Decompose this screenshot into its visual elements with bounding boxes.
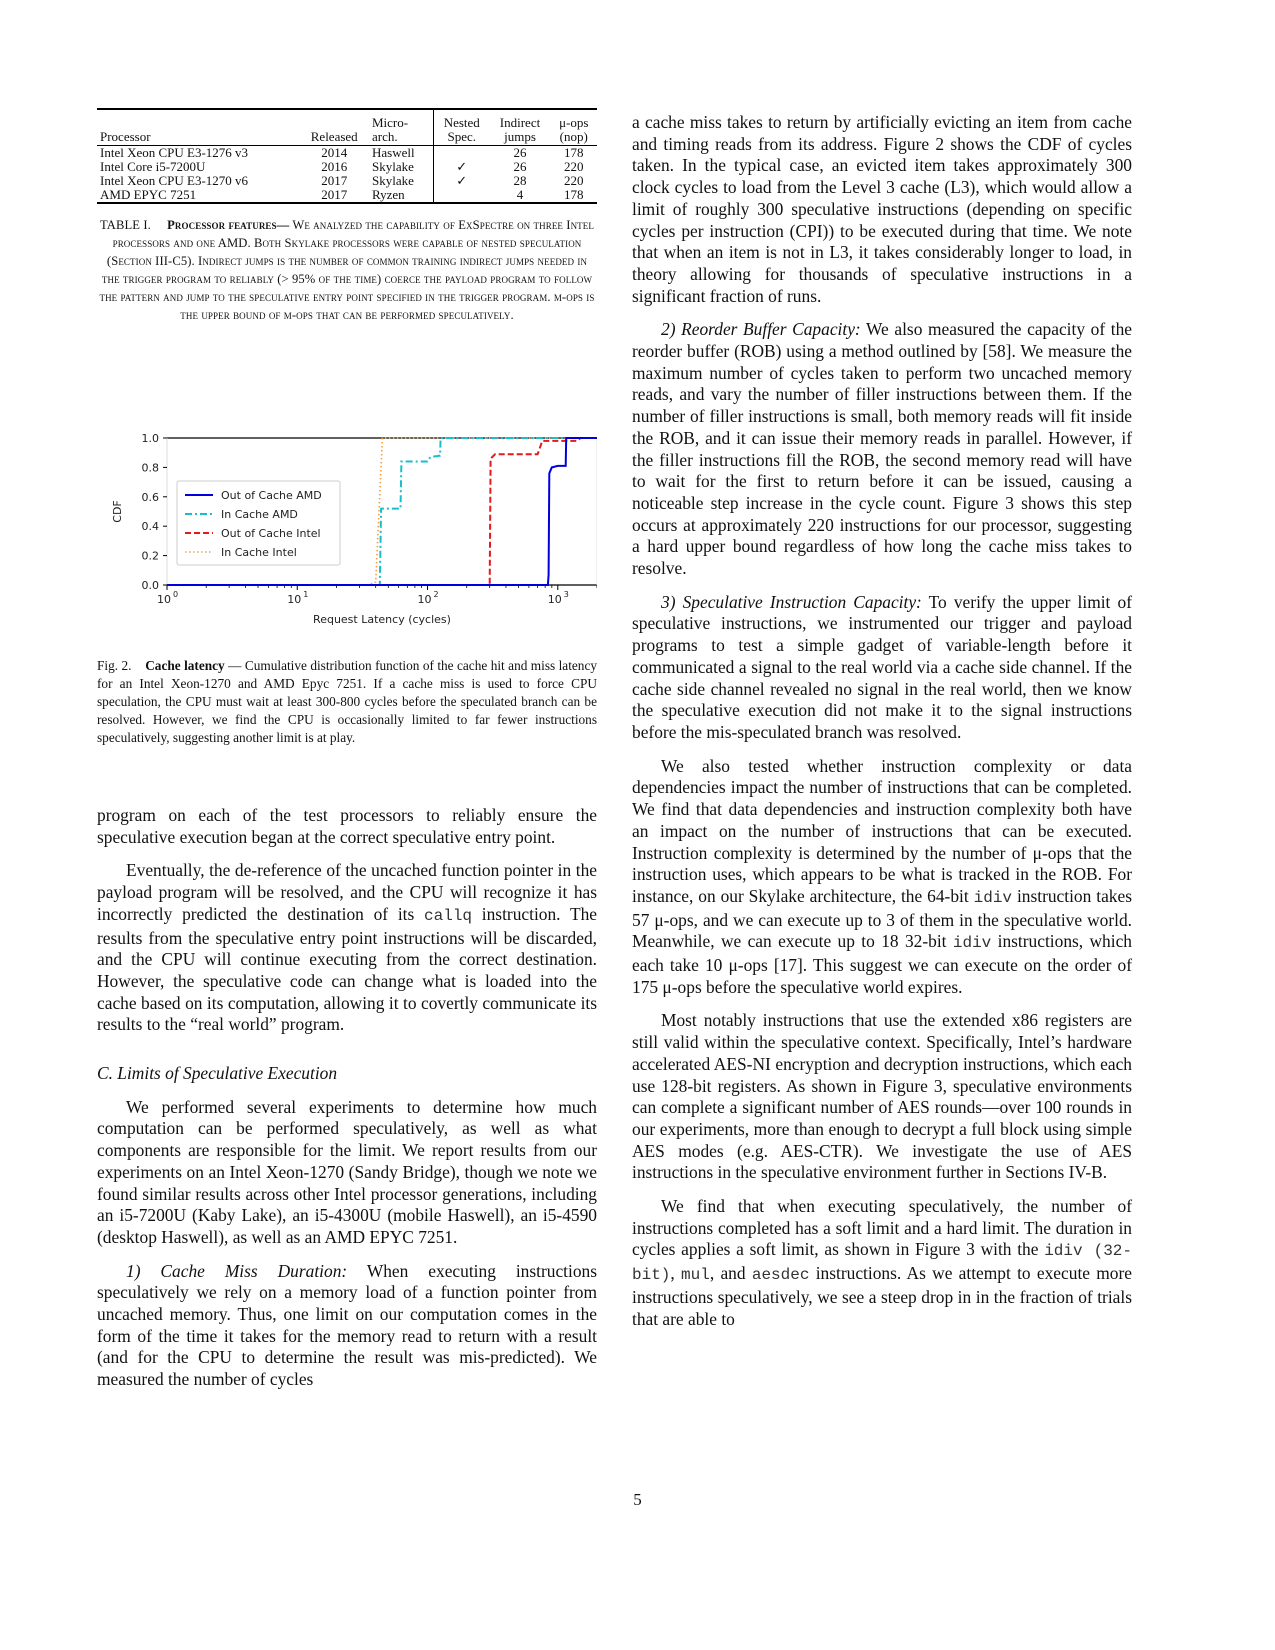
svg-text:0.4: 0.4 [141, 520, 159, 534]
th-processor: Processor [100, 129, 151, 144]
svg-text:10: 10 [547, 593, 562, 606]
paragraph: 3) Speculative Instruction Capacity: To verify the upper limit of speculative instructions, we instrumented our trigger and payload programs to test a simple gadget of variable-length before it communicated a signal to the real world via a cache side channel. If the cache side channel revealed no signal in the real world, then we know the speculative execution did not make it to the signal instructions before the mis-speculated branch was resolved. [632, 591, 1132, 742]
paragraph: We also tested whether instruction complexity or data dependencies impact the number of instructions that can be completed. We find that data dependencies and instruction complexity both have an impact on the number of instructions that can be executed. Instruction complexity is determined by the number of μ-ops that the instruction uses, which appears to be what is tracked in the ROB. For instance, on our Skylake architecture, the 64-bit idiv instruction takes 57 μ-ops, and we can execute up to 3 of them in the speculative world. Meanwhile, we can execute up to 18 32-bit idiv instructions, which each take 10 μ-ops [17]. This suggest we can execute on the order of 175 μ-ops before the speculative world expires. [632, 755, 1132, 997]
th-released: Released [310, 129, 358, 144]
svg-text:In Cache AMD: In Cache AMD [221, 508, 298, 521]
svg-text:1.0: 1.0 [141, 432, 159, 445]
table-row: AMD EPYC 7251 2017 Ryzen 4 178 [97, 188, 597, 203]
paragraph: We find that when executing speculatively, the number of instructions completed has a soft limit and a hard limit. The duration in cycles applies a soft limit, as shown in Figure 3 with the idiv (32-bit), mul, and aesdec instructions. As we attempt to execute more instructions speculatively, we see a steep drop in in the fraction of trials that are able to [632, 1196, 1133, 1329]
paragraph: 2) Reorder Buffer Capacity: We also measured the capacity of the reorder buffer (ROB) using a method outlined by [58]. We measure the maximum number of cycles taken to perform two uncached memory reads, and vary the number of filler instructions between them. If the number of filler instructions is small, both memory reads will fit inside the ROB, and it can issue their memory reads in parallel. However, if the filler instructions fill the ROB, the second memory read will have to wait for the first to return before it can be issued, causing a noticeable step increase in the cycle count. Figure 3 shows this step occurs at approximately 220 instructions for our processor, suggesting a hard upper bound regardless of how long the cache miss takes to resolve. [632, 319, 1132, 579]
paragraph: program on each of the test processors to reliably ensure the speculative execution began at the correct speculative entry point. [97, 805, 597, 847]
paragraph: 1) Cache Miss Duration: When executing instructions speculatively we rely on a memory load of a function pointer from uncached memory. Thus, one limit on our computation comes in the form of the time it takes for the memory read to return with a result (and for the CPU to determine the result was mis-predicted). We measured the number of cycles [97, 1260, 597, 1390]
svg-text:3: 3 [563, 590, 569, 599]
cdf-plot [97, 425, 597, 637]
svg-text:10: 10 [417, 593, 432, 606]
table-row: Intel Xeon CPU E3-1270 v6 2017 Skylake ✓ 28 220 [100, 173, 584, 188]
svg-text:Out of Cache Intel: Out of Cache Intel [221, 527, 321, 540]
th-jumps: Indirect jumps [499, 115, 541, 144]
svg-text:10: 10 [287, 593, 302, 606]
svg-text:In Cache Intel: In Cache Intel [221, 546, 297, 559]
th-nested: Nested Spec. [443, 115, 480, 144]
svg-text:CDF: CDF [111, 500, 124, 523]
paragraph: Eventually, the de-reference of the uncached function pointer in the payload program will be resolved, and the CPU will recognize it has incorrectly predicted the destination of its callq instruction. The results from the speculative entry point instructions will be discarded, and the CPU will continue executing from the correct destination. However, the speculative code can change what is loaded into the cache based on its computation, allowing it to covertly communicate its results to the “real world” program. [97, 860, 597, 1035]
paragraph: a cache miss takes to return by artificially evicting an item from cache and timing reads from its address. Figure 2 shows the CDF of cycles taken. In the typical case, an evicted item takes approximately 300 clock cycles to load from the Level 3 cache (L3), which would allow a limit of roughly 300 speculative instructions (depending on specific cycles per instruction (CPI)) to be executed during that time. We note that when an item is not in L3, it takes considerably longer to load, in theory allowing for thousands of speculative instructions in a significant fraction of runs. [632, 112, 1132, 306]
svg-text:0.8: 0.8 [141, 461, 159, 475]
svg-text:1: 1 [303, 590, 309, 599]
paragraph: Most notably instructions that use the extended x86 registers are still valid within the speculative context. Specifically, Intel’s hardware accelerated AES-NI encryption and decryption instructions, which each use 128-bit registers. As shown in Figure 3, speculative environments can complete a significant number of AES rounds—over 100 rounds in our experiments, more than enough to decrypt a full block using simple AES modes (e.g. AES-CTR). We investigate the use of AES instructions in the speculative environment further in Sections IV-B. [632, 1010, 1132, 1183]
paragraph: We performed several experiments to determine how much computation can be performed speculatively, as well as what components are responsible for the limit. We report results from our experiments on an Intel Xeon-1270 (Sandy Bridge), though we note we found similar results across other Intel processor generations, including an i5-7200U (Kaby Lake), an i5-4300U (mobile Haswell), an i5-4590 (desktop Haswell), as well as an AMD EPYC 7251. [97, 1096, 597, 1247]
table-row: Intel Xeon CPU E3-1276 v3 2014 Haswell 26 178 [97, 146, 597, 161]
left-column [97, 805, 597, 1391]
cache-latency-chart [97, 425, 597, 637]
svg-text:10: 10 [157, 593, 171, 606]
chart-legend [177, 481, 340, 565]
table-row: Intel Core i5-7200U 2016 Skylake ✓ 26 220 [100, 159, 584, 174]
svg-text:0.0: 0.0 [141, 579, 159, 592]
svg-text:2: 2 [433, 590, 439, 599]
th-uops: μ-ops (nop) [559, 115, 589, 144]
svg-text:0: 0 [173, 590, 179, 599]
th-microarch: Micro- arch. [369, 109, 434, 146]
svg-text:0.6: 0.6 [141, 490, 159, 504]
figure-caption: Fig. 2. Cache latency — Cumulative distribution function of the cache hit and miss latency for an Intel Xeon-1270 and AMD Epyc 7251. If a cache miss is used to force CPU speculation, the CPU must wait at least 300-800 cycles before the speculated branch can be resolved. However, we find the CPU is occasionally limited to far fewer instructions speculatively, suggesting another limit is at play. [97, 658, 598, 745]
svg-text:Request Latency (cycles): Request Latency (cycles) [313, 613, 451, 626]
section-heading: C. Limits of Speculative Execution [97, 1063, 338, 1084]
svg-text:0.2: 0.2 [141, 549, 159, 563]
right-column [632, 112, 1132, 1330]
table-caption: TABLE I. Processor features— We analyzed the capability of ExSpectre on three Intel processors and one AMD. Both Skylake processors were capable of nested speculation (Section III-C5). Indirect jumps is the number of common training indirect jumps needed in the trigger program to reliably (> 95% of the time) coerce the payload program to follow the pattern and jump to the speculative entry point specified in the trigger program. μ-ops is the upper bound of μ-ops that can be performed speculatively. [99, 218, 595, 323]
processor-table [97, 108, 597, 204]
page-number: 5 [633, 1490, 642, 1509]
svg-text:Out of Cache AMD: Out of Cache AMD [221, 489, 322, 502]
